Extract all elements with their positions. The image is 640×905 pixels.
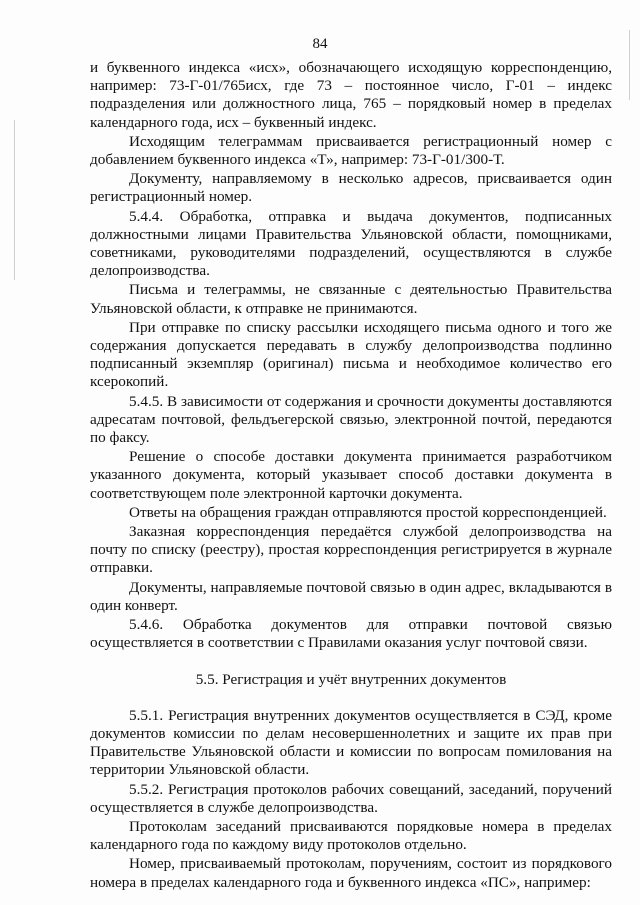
paragraph: Ответы на обращения граждан отправляются простой корреспонденцией. [129,503,607,521]
paragraph: 5.4.6. Обработка документов для отправки почтовой связью осуществляется в соответствии с Правилами оказания услуг почтовой связи. [90,616,612,652]
paragraph: 5.4.5. В зависимости от содержания и срочности документы доставляются адресатам почтовой, фельдъегерской связью, электронной почтой, передаются по факсу. [90,392,612,447]
section-heading: 5.5. Регистрация и учёт внутренних документов [195,670,507,688]
paragraph: 5.4.4. Обработка, отправка и выдача документов, подписанных должностными лицами Правительства Ульяновской области, помощниками, советниками, руководителями подразделений, осуществляются в службе делопроизводства. [90,207,612,280]
paragraph: Протоколам заседаний присваиваются порядковые номера в пределах календарного года по каждому виду протоколов отдельно. [90,817,612,854]
paragraph: Исходящим телеграммам присваивается регистрационный номер с добавлением буквенного индекса «Т», например: 73-Г-01/300-Т. [90,132,612,169]
document-body [90,59,612,892]
paragraph: При отправке по списку рассылки исходящего письма одного и того же содержания допускается передавать в службу делопроизводства подлинно подписанный экземпляр (оригинал) письма и необходимое количество его ксерокопий. [90,318,612,391]
page-number: 84 [312,36,328,52]
paragraph: 5.5.1. Регистрация внутренних документов осуществляется в СЭД, кроме документов комиссии по делам несовершеннолетних и защите их прав при Правительстве Ульяновской области и комиссии по вопросам помилования на территории Ульяновской области. [90,706,612,779]
paragraph: и буквенного индекса «исх», обозначающего исходящую корреспонденцию, например: 73-Г-01/765исх, где 73 – постоянное число, Г-01 – индекс подразделения или должностного лица, 765 – порядковый номер в пределах календарного года, исх – буквенный индекс. [90,59,612,131]
paragraph: Документы, направляемые почтовой связью в один адрес, вкладываются в один конверт. [90,578,612,614]
paragraph: Письма и телеграммы, не связанные с деятельностью Правительства Ульяновской области, к отправке не принимаются. [90,281,612,317]
paragraph: Документу, направляемому в несколько адресов, присваивается один регистрационный номер. [90,170,612,206]
scan-edge-mark [629,30,630,100]
paragraph: Решение о способе доставки документа принимается разработчиком указанного документа, который указывает способ доставки документа в соответствующем поле электронной карточки документа. [90,448,612,502]
paragraph: 5.5.2. Регистрация протоколов рабочих совещаний, заседаний, поручений осуществляется в службе делопроизводства. [90,780,612,816]
paragraph: Заказная корреспонденция передаётся службой делопроизводства на почту по списку (реестру), простая корреспонденция регистрируется в журнале отправки. [90,523,612,577]
paragraph: Номер, присваиваемый протоколам, поручениям, состоит из порядкового номера в пределах календарного года и буквенного индекса «ПС», например: [90,855,612,891]
scan-edge-mark [14,120,15,280]
